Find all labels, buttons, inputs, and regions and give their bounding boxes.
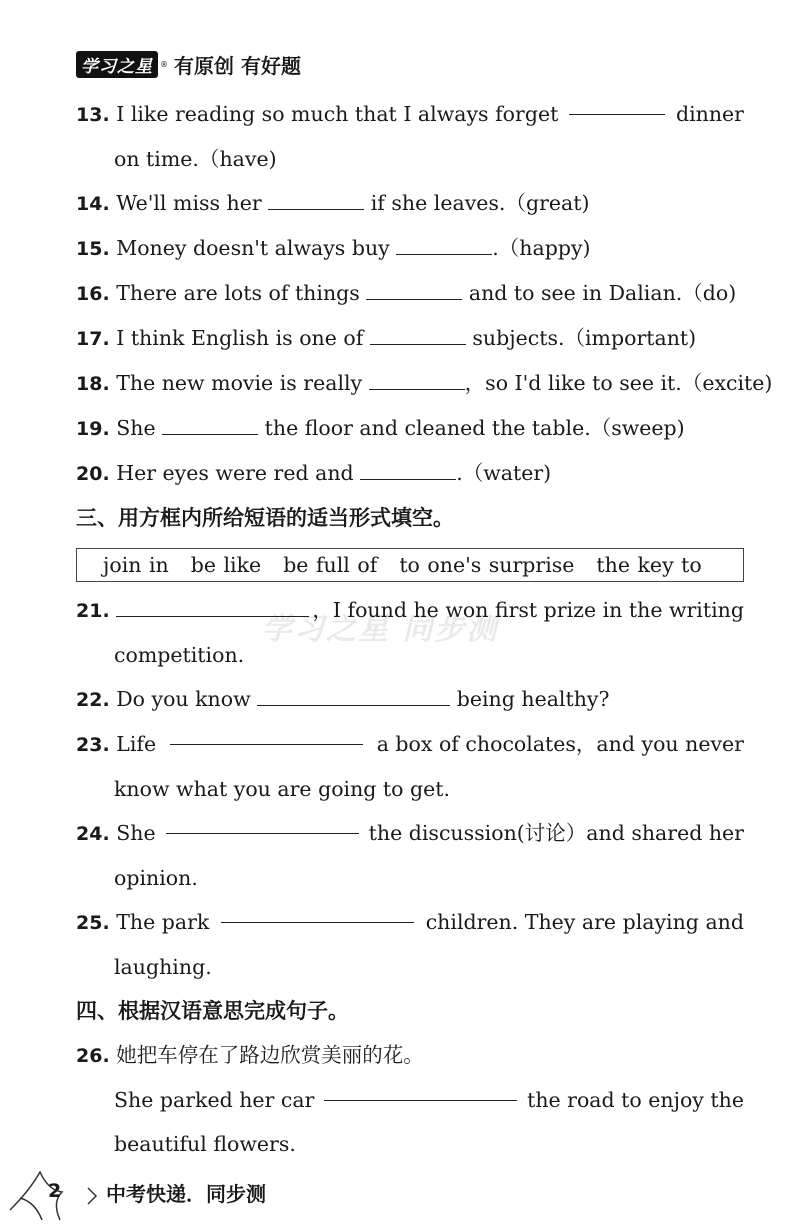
question-text: children. They are playing and [425, 910, 744, 934]
question-18 [76, 361, 773, 406]
phrase-option: be full of [283, 553, 378, 577]
question-16 [76, 271, 744, 316]
question-22 [76, 677, 744, 722]
question-text: Money doesn't always buy [116, 236, 390, 260]
question-text: a box of chocolates，and you never [376, 732, 744, 756]
answer-blank[interactable] [366, 277, 462, 300]
question-text: .（water) [456, 461, 552, 485]
section-3-title: 三、用方框内所给短语的适当形式填空。 [76, 506, 454, 530]
brand-logo: 学习之星 [76, 51, 158, 78]
answer-blank[interactable] [370, 322, 466, 345]
question-text-continued: laughing. [114, 955, 212, 979]
question-14 [76, 181, 744, 226]
answer-blank[interactable] [221, 900, 414, 923]
question-number: 22. [76, 689, 110, 711]
question-24 [76, 811, 744, 900]
question-chinese-prompt: 她把车停在了路边欣赏美丽的花。 [116, 1043, 424, 1067]
question-26 [76, 1033, 744, 1166]
question-number: 26. [76, 1045, 110, 1067]
question-15 [76, 226, 744, 271]
question-19 [76, 406, 744, 451]
phrase-option: join in [103, 553, 169, 577]
question-number: 20. [76, 463, 110, 485]
question-number: 13. [76, 104, 110, 126]
answer-blank[interactable] [162, 412, 258, 435]
question-text: ，I found he won first prize in the writing [312, 598, 744, 622]
question-number: 24. [76, 823, 110, 845]
question-text-continued: opinion. [114, 866, 198, 890]
phrase-box [76, 548, 744, 582]
worksheet-content [76, 92, 773, 1166]
question-text: and to see in Dalian.（do) [468, 281, 737, 305]
question-21 [76, 588, 744, 677]
question-text: There are lots of things [116, 281, 360, 305]
answer-blank[interactable] [268, 187, 364, 210]
watermark: 学习之星 同步测 [262, 612, 499, 647]
question-text: Do you know [116, 687, 251, 711]
brand-slogan: 有原创 有好题 [174, 54, 301, 78]
question-text: ，so I'd like to see it.（excite) [464, 371, 773, 395]
answer-blank[interactable] [116, 594, 309, 617]
question-text: the floor and cleaned the table.（sweep) [264, 416, 685, 440]
answer-blank[interactable] [324, 1078, 517, 1101]
question-number: 14. [76, 193, 110, 215]
question-13 [76, 92, 744, 181]
answer-blank[interactable] [360, 457, 456, 480]
question-text: dinner [675, 102, 744, 126]
question-text: Her eyes were red and [116, 461, 354, 485]
registered-mark: ® [160, 60, 168, 69]
question-text: if she leaves.（great) [370, 191, 590, 215]
question-text: She [116, 416, 156, 440]
question-text-continued: know what you are going to get. [114, 777, 451, 801]
question-text: We'll miss her [116, 191, 262, 215]
question-text: The park [116, 910, 210, 934]
question-text: The new movie is really [116, 371, 363, 395]
question-text: subjects.（important) [472, 326, 697, 350]
answer-blank[interactable] [166, 811, 359, 834]
phrase-option: to one's surprise [399, 553, 575, 577]
question-23 [76, 722, 744, 811]
page-header [76, 50, 301, 79]
question-text: I think English is one of [116, 326, 364, 350]
question-number: 23. [76, 734, 110, 756]
question-number: 18. [76, 373, 110, 395]
footer-title: 中考快递．同步测 [106, 1182, 266, 1206]
answer-blank[interactable] [170, 722, 363, 745]
question-text-continued: competition. [114, 643, 245, 667]
question-text-continued: beautiful flowers. [114, 1132, 296, 1156]
page-footer [0, 1150, 800, 1225]
question-text: Life [116, 732, 157, 756]
question-text: She [116, 821, 156, 845]
question-text-continued: on time.（have) [114, 147, 277, 171]
question-text: .（happy) [492, 236, 591, 260]
question-number: 17. [76, 328, 110, 350]
answer-blank[interactable] [257, 683, 450, 706]
page-number: 2 [48, 1180, 62, 1202]
answer-blank[interactable] [369, 367, 465, 390]
question-number: 21. [76, 600, 110, 622]
question-17 [76, 316, 744, 361]
question-text: She parked her car [114, 1088, 315, 1112]
section-4-title: 四、根据汉语意思完成句子。 [76, 999, 349, 1023]
question-number: 16. [76, 283, 110, 305]
phrase-option: be like [190, 553, 262, 577]
question-number: 25. [76, 912, 110, 934]
question-text: the road to enjoy the [527, 1088, 744, 1112]
question-text: the discussion(讨论）and shared her [368, 821, 744, 845]
question-25 [76, 900, 744, 989]
phrase-option: the key to [596, 553, 702, 577]
question-number: 15. [76, 238, 110, 260]
question-text: I like reading so much that I always forget [116, 102, 559, 126]
question-number: 19. [76, 418, 110, 440]
answer-blank[interactable] [569, 92, 665, 115]
question-text: being healthy? [456, 687, 610, 711]
answer-blank[interactable] [396, 232, 492, 255]
question-20 [76, 451, 744, 496]
